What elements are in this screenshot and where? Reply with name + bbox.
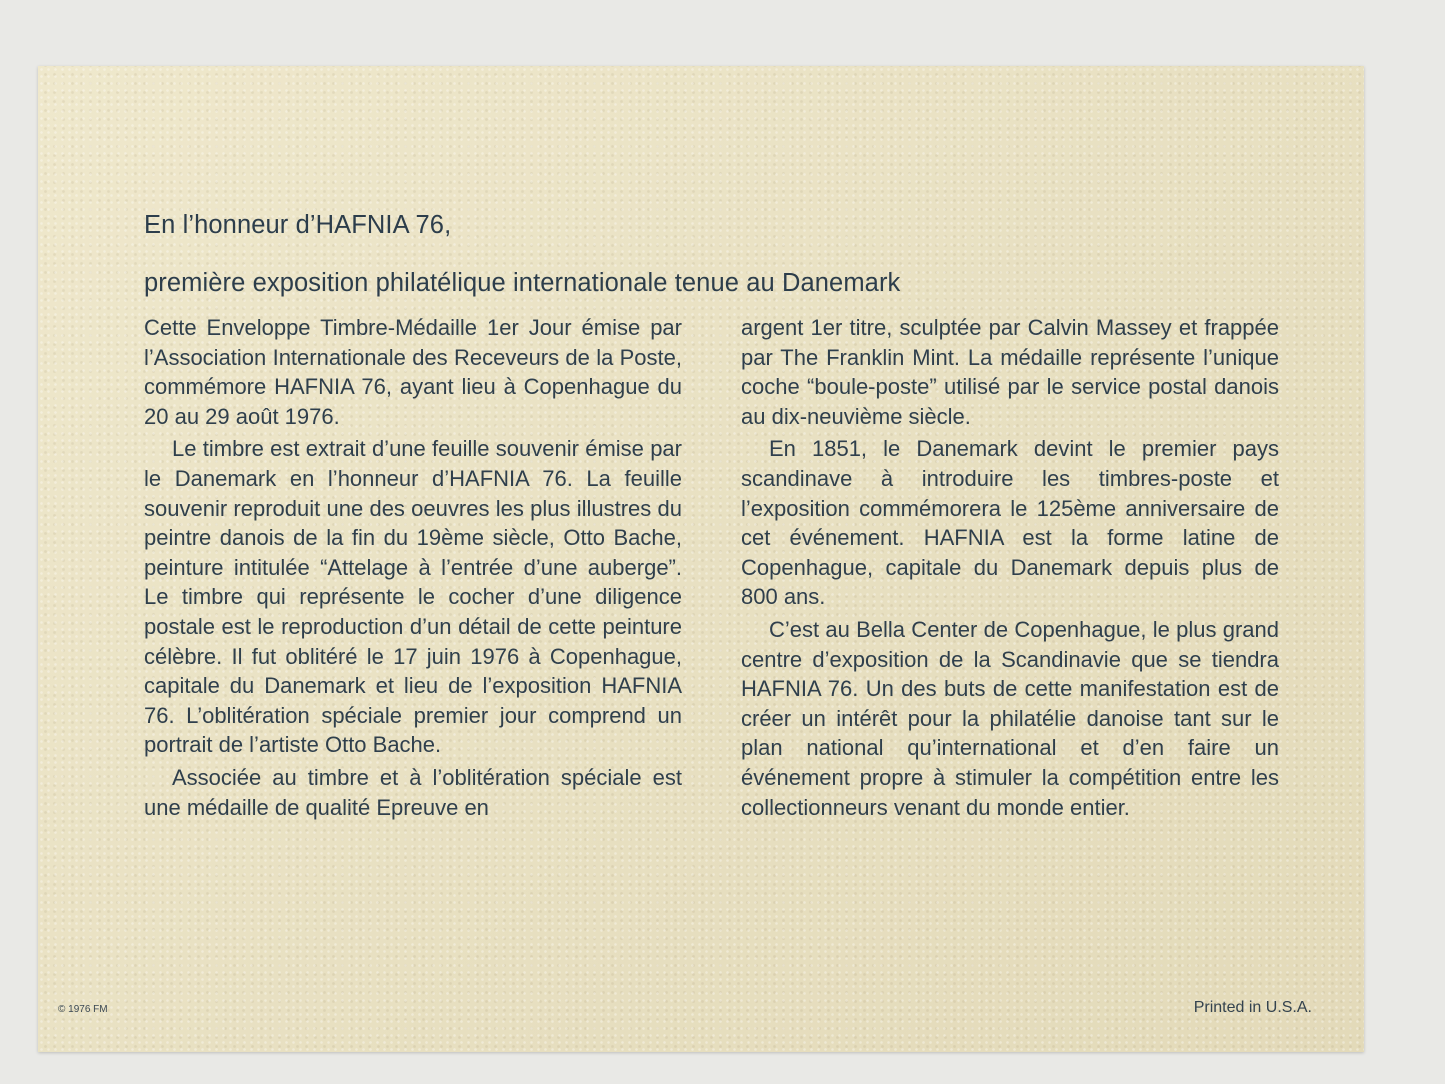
copyright-notice: © 1976 FM bbox=[58, 1004, 108, 1015]
insert-card bbox=[38, 66, 1364, 1052]
paragraph: Associée au timbre et à l’oblitération spéciale est une médaille de qualité Epreuve en bbox=[144, 764, 682, 820]
paragraph: argent 1er titre, sculptée par Calvin Massey et frappée par The Franklin Mint. La médaille représente l’unique coche “boule-poste” utilisé par le service postal danois au dix-neuvième siècle. bbox=[741, 315, 1279, 429]
paragraph: Le timbre est extrait d’une feuille souvenir émise par le Danemark en l’honneur d’HAFNIA 76. La feuille souvenir reproduit une des oeuvres les plus illustres du peintre danois de la fin du 19ème siècle, Otto Bache, peinture intitulée “Attelage à l’entrée d’une auberge”. Le timbre qui représente le cocher d’une diligence postale est le reproduction d’un détail de cette peinture célèbre. Il fut oblitéré le 17 juin 1976 à Copenhague, capitale du Danemark et lieu de l’exposition HAFNIA 76. L’oblitération spéciale premier jour comprend un portrait de l’artiste Otto Bache. bbox=[144, 436, 682, 758]
right-text-column bbox=[741, 313, 1279, 825]
card-title bbox=[144, 196, 900, 312]
title-line-2: première exposition philatélique internationale tenue au Danemark bbox=[144, 269, 901, 297]
paragraph: Cette Enveloppe Timbre-Médaille 1er Jour émise par l’Association Internationale des Receveurs de la Poste, commémore HAFNIA 76, ayant lieu à Copenhague du 20 au 29 août 1976. bbox=[144, 315, 682, 429]
paragraph: En 1851, le Danemark devint le premier pays scandinave à introduire les timbres-poste et l’exposition commémorera le 125ème anniversaire de cet événement. HAFNIA est la forme latine de Copenhague, capitale du Danemark depuis plus de 800 ans. bbox=[741, 436, 1279, 610]
printed-in-notice: Printed in U.S.A. bbox=[1193, 999, 1312, 1016]
left-text-column bbox=[144, 313, 682, 825]
paragraph: C’est au Bella Center de Copenhague, le plus grand centre d’exposition de la Scandinavie que se tiendra HAFNIA 76. Un des buts de cette manifestation est de créer un intérêt pour la philatélie danoise tant sur le plan national qu’international et d’en faire un événement propre à stimuler la compétition entre les collectionneurs venant du monde entier. bbox=[741, 616, 1279, 820]
title-line-1: En l’honneur d’HAFNIA 76, bbox=[144, 211, 452, 239]
